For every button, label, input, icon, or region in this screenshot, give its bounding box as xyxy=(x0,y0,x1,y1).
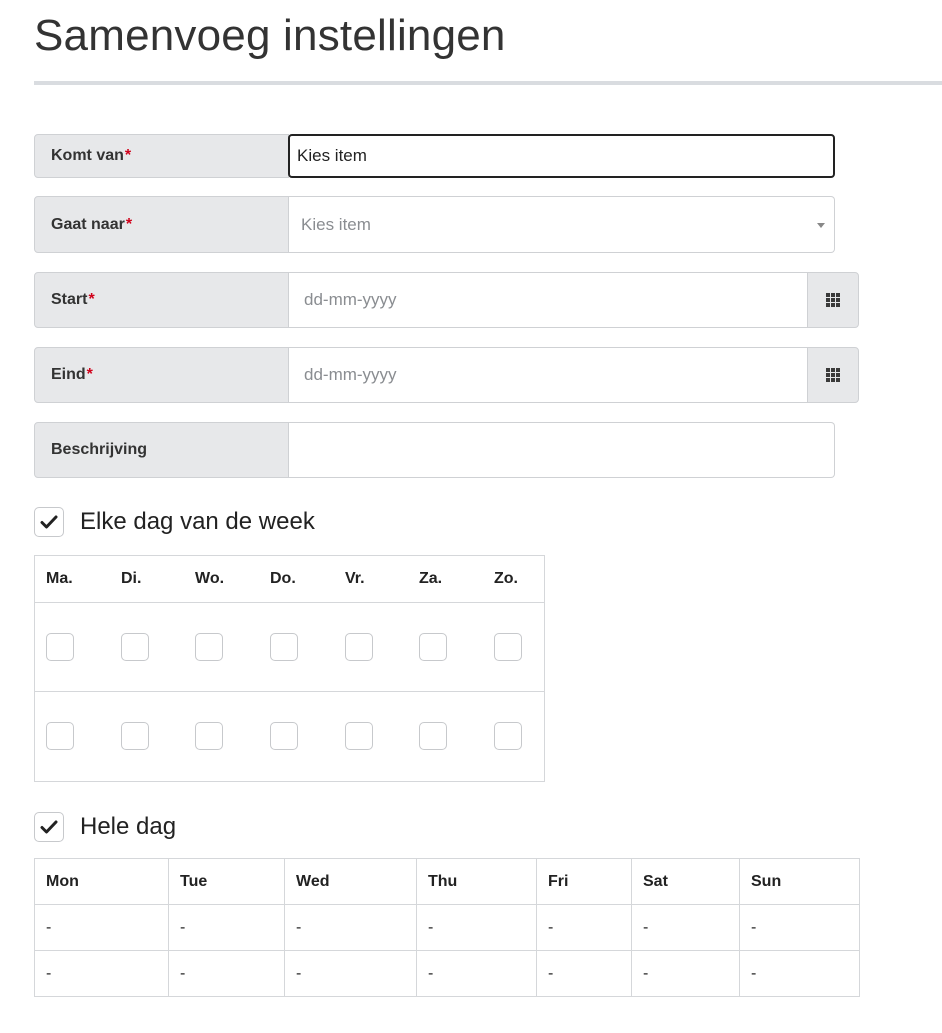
weekday-row xyxy=(35,603,544,692)
komt-van-label xyxy=(34,134,289,178)
required-mark: * xyxy=(88,291,95,308)
weekday-checkbox[interactable] xyxy=(345,722,373,750)
weekday-header-cell: Za. xyxy=(419,570,443,587)
schedule-cell: - xyxy=(417,951,537,997)
weekday-checkbox[interactable] xyxy=(121,722,149,750)
checkmark-icon xyxy=(40,820,58,834)
komt-van-row xyxy=(34,134,835,178)
schedule-header-cell: Thu xyxy=(417,859,537,905)
elke-dag-checkbox[interactable] xyxy=(34,507,64,537)
schedule-cell: - xyxy=(632,905,740,951)
schedule-row xyxy=(35,905,860,951)
gaat-naar-placeholder: Kies item xyxy=(301,214,371,234)
required-mark: * xyxy=(125,215,133,233)
komt-van-label-text: Komt van xyxy=(51,147,124,164)
weekday-checkbox[interactable] xyxy=(46,633,74,661)
schedule-header-row xyxy=(35,859,860,905)
weekday-checkbox[interactable] xyxy=(195,722,223,750)
schedule-row xyxy=(35,951,860,997)
schedule-cell: - xyxy=(740,905,860,951)
gaat-naar-label xyxy=(34,196,289,253)
komt-van-value: Kies item xyxy=(297,146,367,165)
schedule-cell: - xyxy=(169,905,285,951)
schedule-header-cell: Fri xyxy=(537,859,632,905)
eind-label-text: Eind xyxy=(51,366,86,383)
komt-van-input[interactable] xyxy=(288,134,835,178)
elke-dag-option[interactable] xyxy=(34,504,315,540)
beschrijving-row xyxy=(34,422,835,478)
start-label xyxy=(34,272,289,328)
schedule-cell: - xyxy=(285,905,417,951)
weekday-header-cell: Di. xyxy=(121,570,142,587)
schedule-header-cell: Mon xyxy=(35,859,169,905)
weekday-checkbox[interactable] xyxy=(494,633,522,661)
gaat-naar-label-text: Gaat naar xyxy=(51,215,125,233)
beschrijving-label-text: Beschrijving xyxy=(51,441,148,458)
weekday-checkbox[interactable] xyxy=(121,633,149,661)
weekday-checkbox[interactable] xyxy=(494,722,522,750)
schedule-cell: - xyxy=(740,951,860,997)
schedule-header-cell: Tue xyxy=(169,859,285,905)
schedule-header-cell: Sat xyxy=(632,859,740,905)
gaat-naar-select[interactable] xyxy=(289,196,835,253)
weekday-header-cell: Vr. xyxy=(345,570,365,587)
eind-calendar-button[interactable] xyxy=(807,347,859,403)
eind-label xyxy=(34,347,289,403)
required-mark: * xyxy=(124,147,132,164)
weekday-header-cell: Do. xyxy=(270,570,296,587)
start-row xyxy=(34,272,859,328)
schedule-cell: - xyxy=(169,951,285,997)
weekday-header-cell: Ma. xyxy=(46,570,73,587)
eind-placeholder: dd-mm-yyyy xyxy=(304,365,397,384)
hele-dag-option[interactable] xyxy=(34,809,176,845)
weekday-checkbox[interactable] xyxy=(419,633,447,661)
weekday-checkbox[interactable] xyxy=(195,633,223,661)
weekday-checkbox[interactable] xyxy=(46,722,74,750)
page-title: Samenvoeg instellingen xyxy=(34,11,506,60)
chevron-down-icon[interactable] xyxy=(817,223,825,228)
schedule-cell: - xyxy=(285,951,417,997)
weekday-checkbox[interactable] xyxy=(345,633,373,661)
title-divider xyxy=(34,81,942,85)
schedule-cell: - xyxy=(35,951,169,997)
start-label-text: Start xyxy=(51,291,88,308)
start-placeholder: dd-mm-yyyy xyxy=(304,290,397,309)
beschrijving-label xyxy=(34,422,289,478)
eind-date-input[interactable] xyxy=(289,347,808,403)
gaat-naar-row xyxy=(34,196,835,253)
weekday-checkbox[interactable] xyxy=(270,722,298,750)
eind-row xyxy=(34,347,859,403)
schedule-cell: - xyxy=(632,951,740,997)
weekday-header-cell: Wo. xyxy=(195,570,225,587)
weekday-row xyxy=(35,692,544,781)
hele-dag-checkbox[interactable] xyxy=(34,812,64,842)
schedule-header-cell: Sun xyxy=(740,859,860,905)
checkmark-icon xyxy=(40,515,58,529)
weekday-header xyxy=(35,556,544,603)
schedule-table xyxy=(34,858,860,997)
schedule-header-cell: Wed xyxy=(285,859,417,905)
calendar-grid-icon xyxy=(826,293,840,307)
schedule-cell: - xyxy=(417,905,537,951)
weekday-checkbox[interactable] xyxy=(419,722,447,750)
start-calendar-button[interactable] xyxy=(807,272,859,328)
weekday-checkbox[interactable] xyxy=(270,633,298,661)
weekday-header-cell: Zo. xyxy=(494,570,518,587)
hele-dag-label: Hele dag xyxy=(80,813,177,840)
beschrijving-input[interactable] xyxy=(289,422,835,478)
weekday-table xyxy=(34,555,545,782)
start-date-input[interactable] xyxy=(289,272,808,328)
schedule-cell: - xyxy=(537,951,632,997)
calendar-grid-icon xyxy=(826,368,840,382)
required-mark: * xyxy=(86,366,93,383)
elke-dag-label: Elke dag van de week xyxy=(80,508,315,535)
schedule-cell: - xyxy=(35,905,169,951)
schedule-cell: - xyxy=(537,905,632,951)
